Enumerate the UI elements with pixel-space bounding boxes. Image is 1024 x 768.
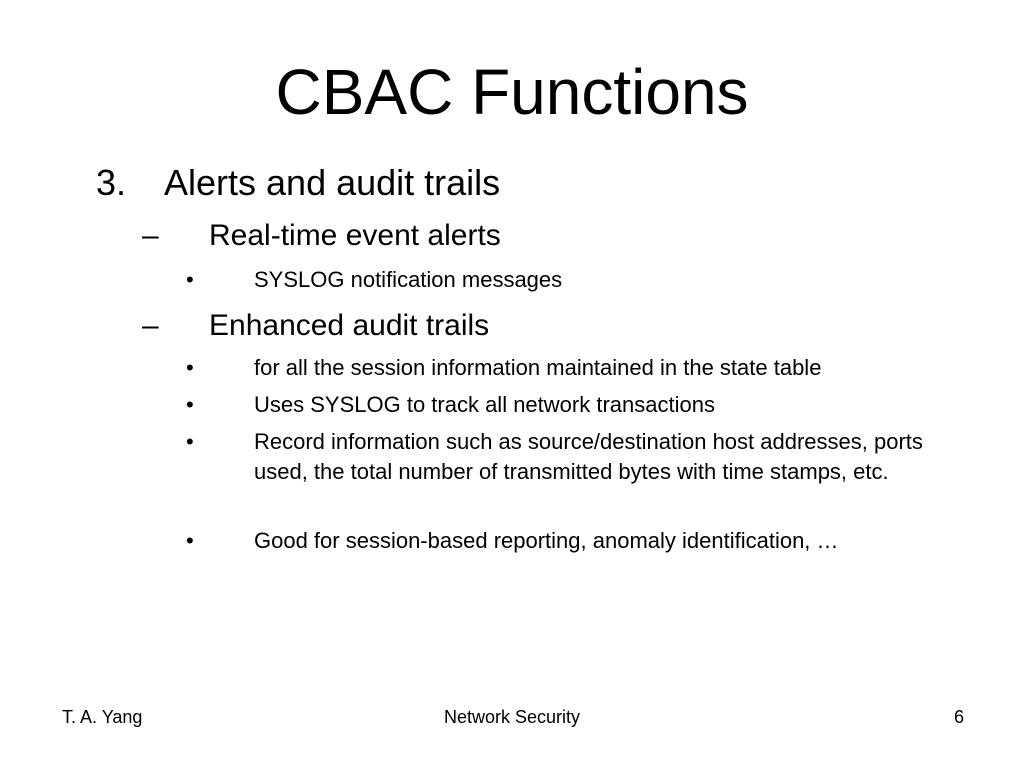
bullet-text: Record information such as source/destination host addresses, ports used, the total number of transmitted bytes with time stamps, etc. <box>254 429 923 484</box>
bullet-marker: • <box>186 392 194 417</box>
item-number: 3. <box>96 162 127 203</box>
slide-title: CBAC Functions <box>275 56 749 128</box>
dash-marker: – <box>142 219 159 252</box>
bullet-marker: • <box>186 355 194 380</box>
bullet-marker: • <box>186 267 194 292</box>
dash-marker: – <box>142 309 159 342</box>
sub-item-label: Enhanced audit trails <box>209 309 490 342</box>
footer-course: Network Security <box>443 707 581 727</box>
bullet-marker: • <box>186 528 194 553</box>
footer-page-number: 6 <box>953 707 964 727</box>
footer-author: T. A. Yang <box>62 707 143 727</box>
bullet-text: for all the session information maintained in the state table <box>254 355 822 380</box>
bullet-marker: • <box>186 429 194 454</box>
bullet-text: Uses SYSLOG to track all network transactions <box>254 392 715 417</box>
bullet-text: SYSLOG notification messages <box>254 267 563 292</box>
bullet-text: Good for session-based reporting, anomaly identification, … <box>254 528 839 553</box>
item-label: Alerts and audit trails <box>164 162 501 203</box>
sub-item-label: Real-time event alerts <box>209 219 501 252</box>
